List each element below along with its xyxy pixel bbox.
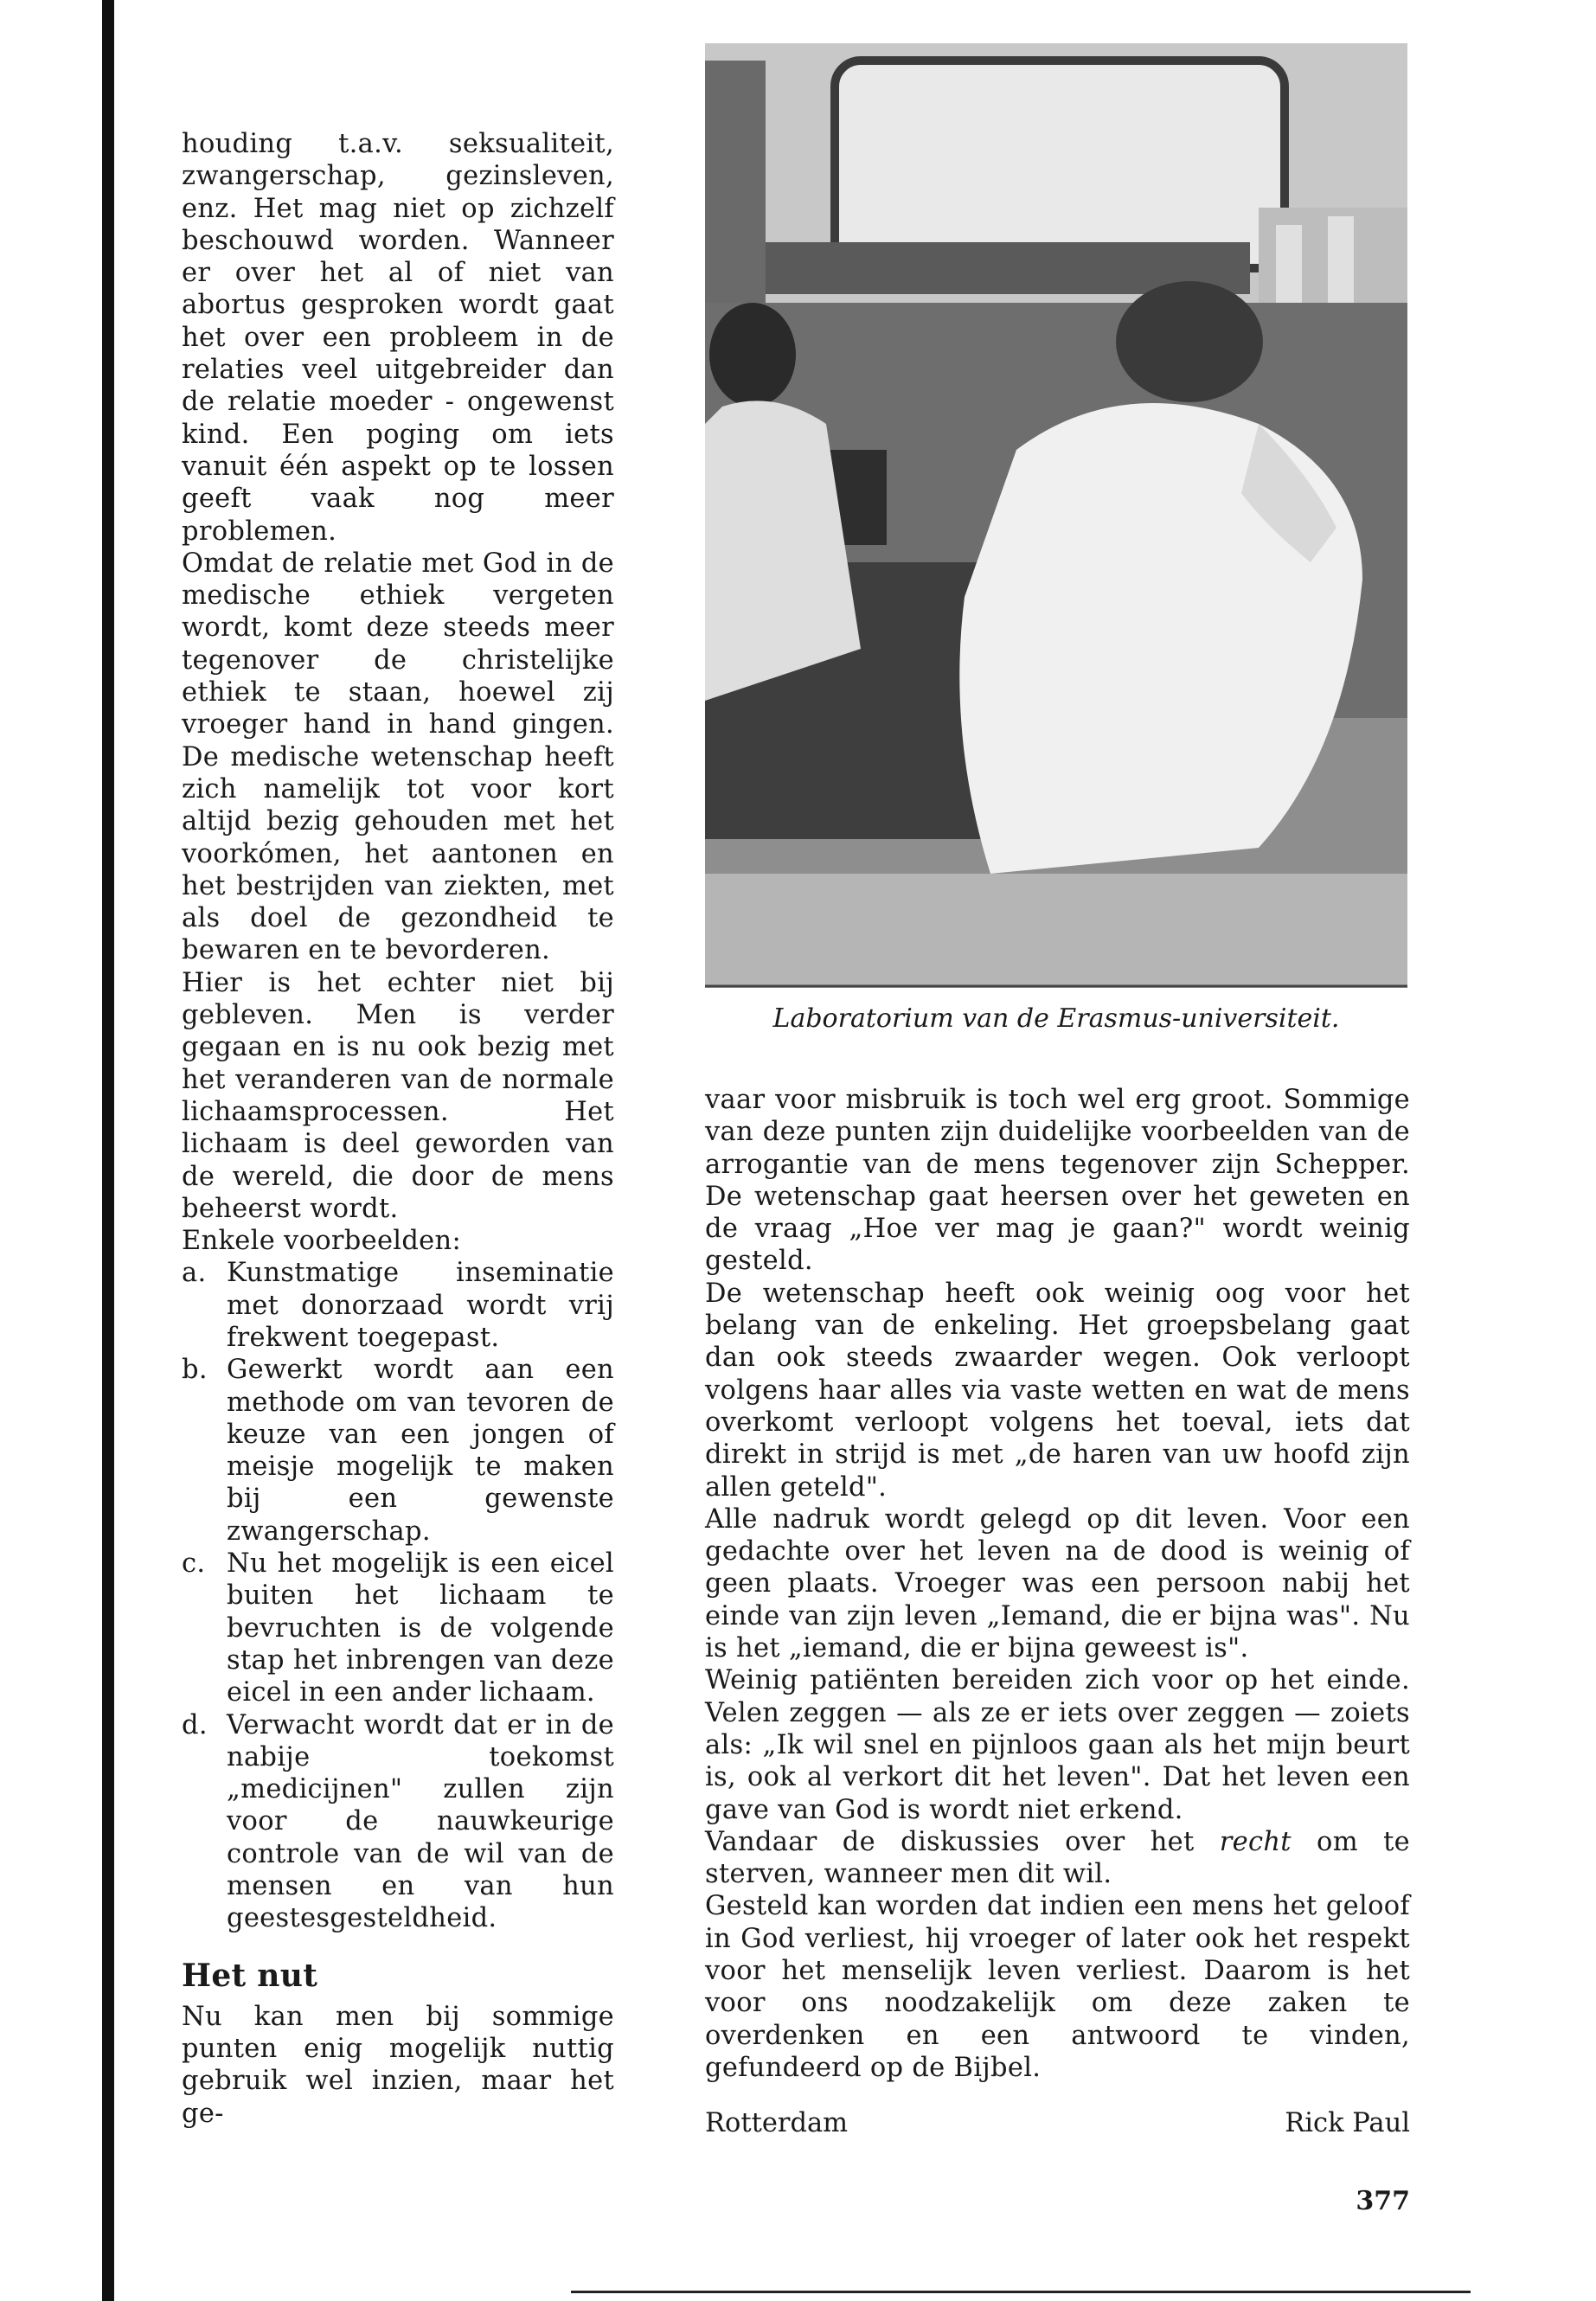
examples-list [182,1257,614,1934]
list-item-text: Kunstmatige inseminatie met donorzaad wordt vrij frekwent toegepast. [227,1258,614,1353]
margin-bar [102,0,114,2301]
list-item-text: Verwacht wordt dat er in de nabije toekomst „medicijnen" zullen zijn voor de nauwkeurige controle van de wil van de mensen en van hun geestesgesteldheid. [227,1709,614,1934]
left-column [182,128,614,2130]
paragraph-individual: De wetenschap heeft ook weinig oog voor het belang van de enkeling. Het groepsbelang gaat dan ook steeds zwaarder wegen. Ook verloopt volgens haar alles via vaste wetten en wat de mens overkomt verloopt volgens het toeval, iets dat direkt in strijd is met „de haren van uw hoofd zijn allen geteld". [705,1278,1410,1503]
list-item [182,1354,614,1548]
p5-after: om te sterven, wanneer men dit wil. [705,1826,1410,1890]
paragraph-medical-ethics: Omdat de relatie met God in de medische ethiek vergeten wordt, komt deze steeds meer tegenover de christelijke ethiek te staan, hoewel zij vroeger hand in hand gingen. De medische wetenschap heeft zich namelijk tot voor kort altijd bezig gehouden met het voorkómen, het aantonen en het bestrijden van ziekten, met als doel de gezondheid te bewaren en te bevorderen. [182,548,614,966]
list-item [182,1709,614,1935]
section-paragraph: Nu kan men bij sommige punten enig mogelijk nuttig gebruik wel inzien, maar het ge- [182,2001,614,2129]
section-heading: Het nut [182,1957,318,1994]
photo-caption: Laboratorium van de Erasmus-universiteit. [772,1003,1340,1034]
paragraph-body-processes: Hier is het echter niet bij gebleven. Men is verder gegaan en is nu ook bezig met het veranderen van de normale lichaamsprocessen. Het lichaam is deel geworden van de wereld, die door de mens beheerst wordt. [182,967,614,1224]
list-item-letter: b. [182,1355,208,1386]
signoff-author: Rick Paul [1285,2108,1410,2138]
paragraph-right-to-die [705,1826,1410,1891]
list-item-letter: d. [182,1709,208,1740]
paragraph-conclusion: Gesteld kan worden dat indien een mens het geloof in God verliest, hij vroeger of later ook het respekt voor het menselijk leven verliest. Daarom is het voor ons noodzakelijk om deze zaken te overdenken en een antwoord te vinden, gefundeerd op de Bijbel. [705,1891,1410,2083]
intro-paragraph: houding t.a.v. seksualiteit, zwangerschap, gezinsleven, enz. Het mag niet op zichzelf beschouwd worden. Wanneer er over het al of niet van abortus gesproken wordt gaat het over een probleem in de relaties veel uitgebreider dan de relatie moeder - ongewenst kind. Een poging om iets vanuit één aspekt op te lossen geeft vaak nog meer problemen. [182,129,614,547]
p5-before: Vandaar de diskussies over het [705,1826,1220,1857]
list-item-letter: c. [182,1548,206,1580]
right-column [705,1084,1410,2084]
list-item-text: Gewerkt wordt aan een methode om van tevoren de keuze van een jongen of meisje mogelijk te maken bij een gewenste zwangerschap. [227,1355,614,1547]
paragraph-this-life: Alle nadruk wordt gelegd op dit leven. Voor een gedachte over het leven na de dood is weinig of geen plaats. Vroeger was een persoon nabij het einde van zijn leven „Iemand, die er bijna was". Nu is het „iemand, die er bijna geweest is". [705,1503,1410,1664]
bottom-rule [571,2291,1471,2293]
examples-heading: Enkele voorbeelden: [182,1226,462,1257]
signoff-place: Rotterdam [705,2108,849,2138]
paragraph-patients: Weinig patiënten bereiden zich voor op het einde. Velen zeggen — als ze er iets over zeggen — zoiets als: „Ik wil snel en pijnloos gaan als het mijn beurt is, ook al verkort dit het leven". Dat het leven een gave van God is wordt niet erkend. [705,1665,1410,1825]
paragraph-misuse: vaar voor misbruik is toch wel erg groot. Sommige van deze punten zijn duidelijke voorbeelden van de arrogantie van de mens tegenover zijn Schepper. De wetenschap gaat heersen over het geweten en de vraag „Hoe ver mag je gaan?" wordt weinig gesteld. [705,1085,1410,1277]
list-item-text: Nu het mogelijk is een eicel buiten het lichaam te bevruchten is de volgende stap het inbrengen van deze eicel in een ander lichaam. [227,1548,614,1708]
p5-italic: recht [1219,1826,1292,1857]
laboratory-photo [705,43,1407,988]
page-number: 377 [1356,2186,1410,2216]
list-item-letter: a. [182,1258,207,1289]
list-item [182,1548,614,1708]
list-item [182,1257,614,1354]
